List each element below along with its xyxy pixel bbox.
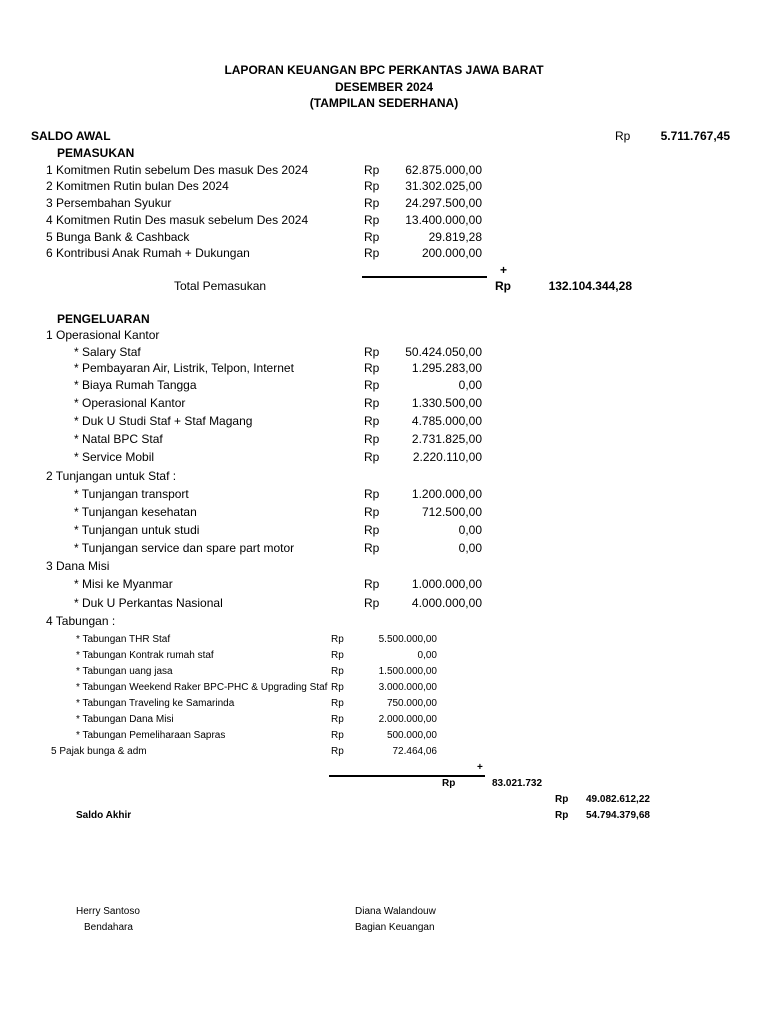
row-label: 4 Komitmen Rutin Des masuk sebelum Des 2024: [46, 213, 309, 227]
total-pemasukan-amount: 132.104.344,28: [548, 279, 632, 293]
row-label: * Tabungan Weekend Raker BPC-PHC & Upgrading Staf: [76, 682, 328, 693]
sum-line: [329, 775, 485, 777]
row-amount: 31.302.025,00: [405, 179, 482, 193]
row-currency: Rp: [331, 746, 344, 757]
row-amount: 13.400.000,00: [405, 213, 482, 227]
group-label: 3 Dana Misi: [46, 559, 110, 573]
pengeluaran-heading: PENGELUARAN: [57, 312, 150, 326]
row-amount: 3.000.000,00: [378, 682, 437, 693]
row-currency: Rp: [364, 163, 380, 177]
row-label: * Salary Staf: [74, 345, 141, 359]
report-period: DESEMBER 2024: [334, 80, 434, 94]
signer-name: Diana Walandouw: [355, 906, 436, 917]
row-label: * Tabungan Kontrak rumah staf: [76, 650, 214, 661]
row-label: * Tabungan Pemeliharaan Sapras: [76, 730, 226, 741]
row-label: * Duk U Studi Staf + Staf Magang: [74, 414, 253, 428]
report-subtitle: (TAMPILAN SEDERHANA): [309, 96, 459, 110]
row-currency: Rp: [364, 541, 380, 555]
row-amount: 4.785.000,00: [411, 414, 482, 428]
row-currency: Rp: [364, 414, 380, 428]
row-amount: 200.000,00: [421, 246, 482, 260]
saldo-awal-currency: Rp: [615, 129, 631, 143]
signer-role: Bagian Keuangan: [355, 922, 435, 933]
row-label: 5 Bunga Bank & Cashback: [46, 230, 190, 244]
row-label: * Natal BPC Staf: [74, 432, 163, 446]
row-amount: 4.000.000,00: [411, 596, 482, 610]
row-amount: 1.295.283,00: [411, 361, 482, 375]
row-currency: Rp: [364, 596, 380, 610]
saldo-awal-label: SALDO AWAL: [31, 129, 111, 143]
group-label: 4 Tabungan :: [46, 614, 116, 628]
row-amount: 2.220.110,00: [412, 450, 482, 464]
row-amount: 72.464,06: [392, 746, 437, 757]
row-currency: Rp: [331, 634, 344, 645]
row-label: * Duk U Perkantas Nasional: [74, 596, 223, 610]
row-label: * Tabungan uang jasa: [76, 666, 173, 677]
report-title: LAPORAN KEUANGAN BPC PERKANTAS JAWA BARAT: [224, 63, 544, 77]
total-pengeluaran-currency: Rp: [442, 778, 456, 789]
row-amount: 50.424.050,00: [405, 345, 482, 359]
row-label: 6 Kontribusi Anak Rumah + Dukungan: [46, 246, 250, 260]
row-label: * Misi ke Myanmar: [74, 577, 173, 591]
row-amount: 0,00: [458, 378, 482, 392]
group-label: 1 Operasional Kantor: [46, 328, 160, 342]
row-currency: Rp: [331, 682, 344, 693]
row-label: 2 Komitmen Rutin bulan Des 2024: [46, 179, 229, 193]
saldo-akhir-amount: 54.794.379,68: [586, 810, 650, 821]
plus-sign: +: [477, 762, 483, 773]
row-amount: 1.200.000,00: [411, 487, 482, 501]
row-label: * Operasional Kantor: [74, 396, 186, 410]
signer-role: Bendahara: [84, 922, 133, 933]
row-amount: 1.000.000,00: [411, 577, 482, 591]
row-amount: 2.000.000,00: [378, 714, 437, 725]
row-currency: Rp: [364, 345, 380, 359]
row-currency: Rp: [364, 196, 380, 210]
row-label: * Tunjangan transport: [74, 487, 189, 501]
row-currency: Rp: [331, 650, 344, 661]
row-currency: Rp: [364, 487, 380, 501]
row-currency: Rp: [364, 179, 380, 193]
row-currency: Rp: [331, 714, 344, 725]
row-amount: 29.819,28: [428, 230, 482, 244]
row-currency: Rp: [364, 523, 380, 537]
row-label: * Tabungan Dana Misi: [76, 714, 174, 725]
row-amount: 24.297.500,00: [405, 196, 482, 210]
row-currency: Rp: [364, 378, 380, 392]
row-currency: Rp: [331, 698, 344, 709]
row-label: 3 Persembahan Syukur: [46, 196, 172, 210]
row-amount: 500.000,00: [386, 730, 437, 741]
row-amount: 2.731.825,00: [411, 432, 482, 446]
row-currency: Rp: [364, 450, 380, 464]
row-label: * Pembayaran Air, Listrik, Telpon, Internet: [74, 361, 294, 375]
row-label: * Tabungan THR Staf: [76, 634, 171, 645]
row-currency: Rp: [364, 396, 380, 410]
row-currency: Rp: [364, 361, 380, 375]
row-amount: 0,00: [458, 541, 482, 555]
selisih-currency: Rp: [555, 794, 569, 805]
row-currency: Rp: [364, 246, 380, 260]
row-label: * Tunjangan kesehatan: [74, 505, 197, 519]
row-currency: Rp: [364, 432, 380, 446]
total-pemasukan-currency: Rp: [495, 279, 511, 293]
row-amount: 5.500.000,00: [378, 634, 437, 645]
row-currency: Rp: [331, 666, 344, 677]
row-label: * Tabungan Traveling ke Samarinda: [76, 698, 235, 709]
total-pengeluaran-amount: 83.021.732: [492, 778, 543, 789]
row-label: * Tunjangan service dan spare part motor: [74, 541, 295, 555]
row-currency: Rp: [364, 213, 380, 227]
row-amount: 0,00: [458, 523, 482, 537]
row-label: * Tunjangan untuk studi: [74, 523, 200, 537]
saldo-akhir-label: Saldo Akhir: [76, 810, 132, 821]
saldo-akhir-currency: Rp: [555, 810, 569, 821]
selisih-amount: 49.082.612,22: [586, 794, 650, 805]
row-currency: Rp: [364, 505, 380, 519]
row-amount: 712.500,00: [421, 505, 482, 519]
plus-sign: +: [500, 263, 508, 277]
pemasukan-heading: PEMASUKAN: [57, 146, 135, 160]
signer-name: Herry Santoso: [76, 906, 140, 917]
sum-line: [362, 276, 487, 278]
row-amount: 750.000,00: [386, 698, 437, 709]
row-amount: 1.330.500,00: [411, 396, 482, 410]
row-label: * Biaya Rumah Tangga: [74, 378, 197, 392]
row-amount: 62.875.000,00: [405, 163, 482, 177]
row-label: 1 Komitmen Rutin sebelum Des masuk Des 2024: [46, 163, 309, 177]
row-currency: Rp: [364, 577, 380, 591]
saldo-awal-amount: 5.711.767,45: [660, 129, 730, 143]
total-pemasukan-label: Total Pemasukan: [174, 279, 267, 293]
row-currency: Rp: [364, 230, 380, 244]
row-label: 5 Pajak bunga & adm: [51, 746, 147, 757]
row-amount: 0,00: [417, 650, 437, 661]
row-currency: Rp: [331, 730, 344, 741]
group-label: 2 Tunjangan untuk Staf :: [46, 469, 177, 483]
row-label: * Service Mobil: [74, 450, 155, 464]
row-amount: 1.500.000,00: [378, 666, 437, 677]
